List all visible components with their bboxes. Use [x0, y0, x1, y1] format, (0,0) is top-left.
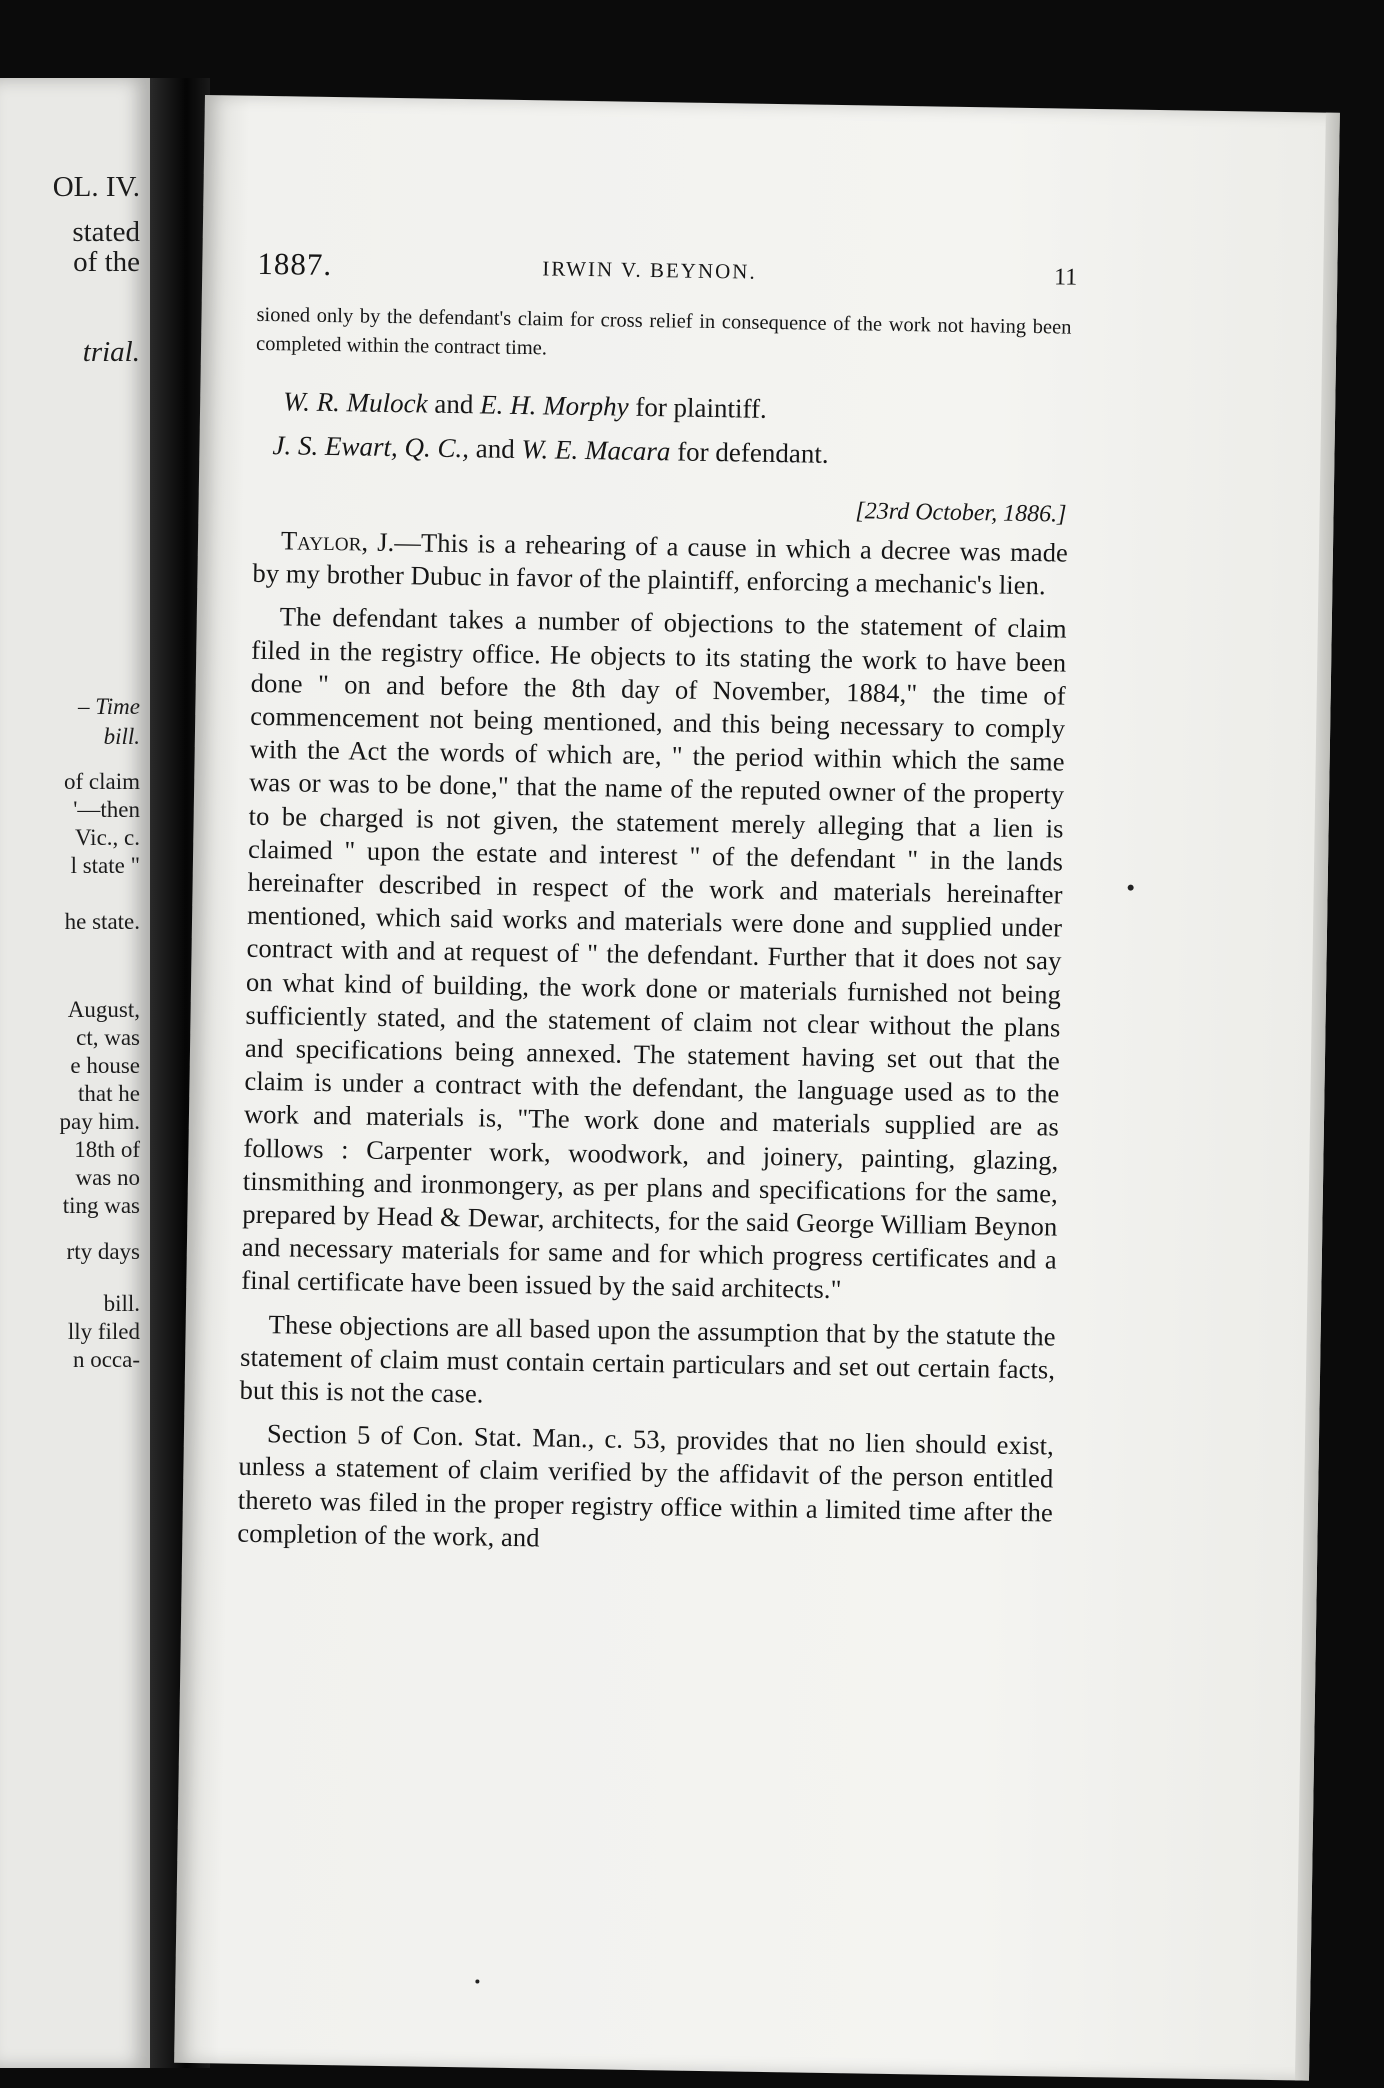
left-page-line: OL. IV.: [52, 171, 140, 203]
left-facing-page: [0, 78, 150, 2068]
left-page-line: Vic., c.: [74, 825, 140, 850]
counsel-joiner: and: [475, 433, 515, 464]
left-page-line: that he: [78, 1081, 140, 1106]
paragraph: The defendant takes a number of objections to the statement of claim filed in the registry office. He objects to its stating the work to have been done " on and before the 8th day of November, 1884," the time of commencement not being mentioned, and this being necessary to comply with the Act the words of which are, " the period within which the same was or was to be done," that the name of the reputed owner of the property to be charged is not given, the statement merely alleging that a lien is claimed " upon the estate and interest " of the defendant " in the lands hereinafter described in respect of the work and materials hereinafter mentioned, which said works and materials were done and supplied under contract with and at request of " the defendant. Further that it does not say on what kind of building, the work done or materials furnished not being sufficiently stated, and the statement of claim not clear without the plans and specifications being annexed. The statement having set out that the claim is under a contract with the defendant, the language used as to the work and materials is, "The work done and materials supplied are as follows : Carpenter work, woodwork, and joinery, painting, glazing, tinsmithing and ironmongery, as per plans and specifications for the same, prepared by Head & Dewar, architects, for the said George William Beynon and necessary materials for same and for which progress certificates and a final certificate have been issued by the said architects.": [241, 601, 1067, 1305]
paragraph-text: —This is a rehearing of a cause in which a decree was made by my brother Dubuc in favor of the plaintiff, enforcing a mechanic's lien.: [252, 527, 1069, 601]
print-speck: [1128, 885, 1134, 891]
continued-headnote: sioned only by the defendant's claim for cross relief in consequence of the work not having been completed within the contract time.: [255, 303, 1072, 360]
counsel-role: for plaintiff.: [635, 391, 768, 424]
page-edge: [1295, 113, 1340, 2081]
counsel-name: E. H. Morphy: [479, 389, 629, 422]
counsel-name: W. E. Macara: [521, 434, 671, 467]
left-page-line: of the: [73, 246, 140, 278]
header-year: 1887.: [257, 245, 333, 283]
book-page: [174, 95, 1340, 2081]
left-page-line: he state.: [64, 909, 140, 934]
page-number: 11: [1053, 264, 1078, 291]
print-speck: [475, 1979, 479, 1983]
left-page-line: stated: [72, 216, 140, 248]
header-case-title: IRWIN V. BEYNON.: [542, 256, 757, 284]
left-page-line: – Time: [78, 694, 140, 719]
left-page-line: ting was: [62, 1193, 140, 1218]
left-page-line: trial.: [82, 336, 140, 368]
left-page-line: e house: [70, 1053, 140, 1078]
counsel-role: for defendant.: [676, 436, 829, 469]
page-body: [237, 301, 1072, 1573]
date-text: [23rd October, 1886.]: [855, 498, 1067, 528]
left-page-line: lly filed: [67, 1319, 140, 1344]
paragraph: These objections are all based upon the assumption that by the statute the statement of claim must contain certain particulars and set out certain facts, but this is not the case.: [239, 1308, 1056, 1409]
left-page-line: was no: [75, 1165, 140, 1190]
paragraph: Section 5 of Con. Stat. Man., c. 53, provides that no lien should exist, unless a statement of claim verified by the affidavit of the person entitled thereto was filed in the proper registry office within a limited time after the completion of the work, and: [237, 1418, 1055, 1553]
left-page-line: August,: [67, 997, 140, 1022]
left-page-line: l state ": [70, 853, 140, 878]
counsel-joiner: and: [434, 388, 474, 420]
left-page-line: n occa-: [72, 1347, 140, 1372]
counsel-name: W. R. Mulock: [282, 386, 428, 419]
left-page-line: rty days: [66, 1239, 140, 1264]
judgment-date: [253, 489, 1068, 529]
left-page-line: bill.: [103, 724, 140, 749]
left-page-line: pay him.: [59, 1109, 140, 1134]
running-header: [257, 246, 1078, 299]
counsel-name: J. S. Ewart, Q. C.,: [272, 430, 470, 464]
left-page-line: 18th of: [74, 1137, 140, 1162]
left-page-line: ct, was: [76, 1025, 140, 1050]
paragraph-opening: [252, 524, 1068, 603]
left-page-line: of claim: [64, 769, 140, 794]
left-page-line: '—then: [73, 797, 140, 822]
judge-name: Taylor, J.: [280, 525, 395, 558]
left-page-line: bill.: [103, 1291, 140, 1316]
